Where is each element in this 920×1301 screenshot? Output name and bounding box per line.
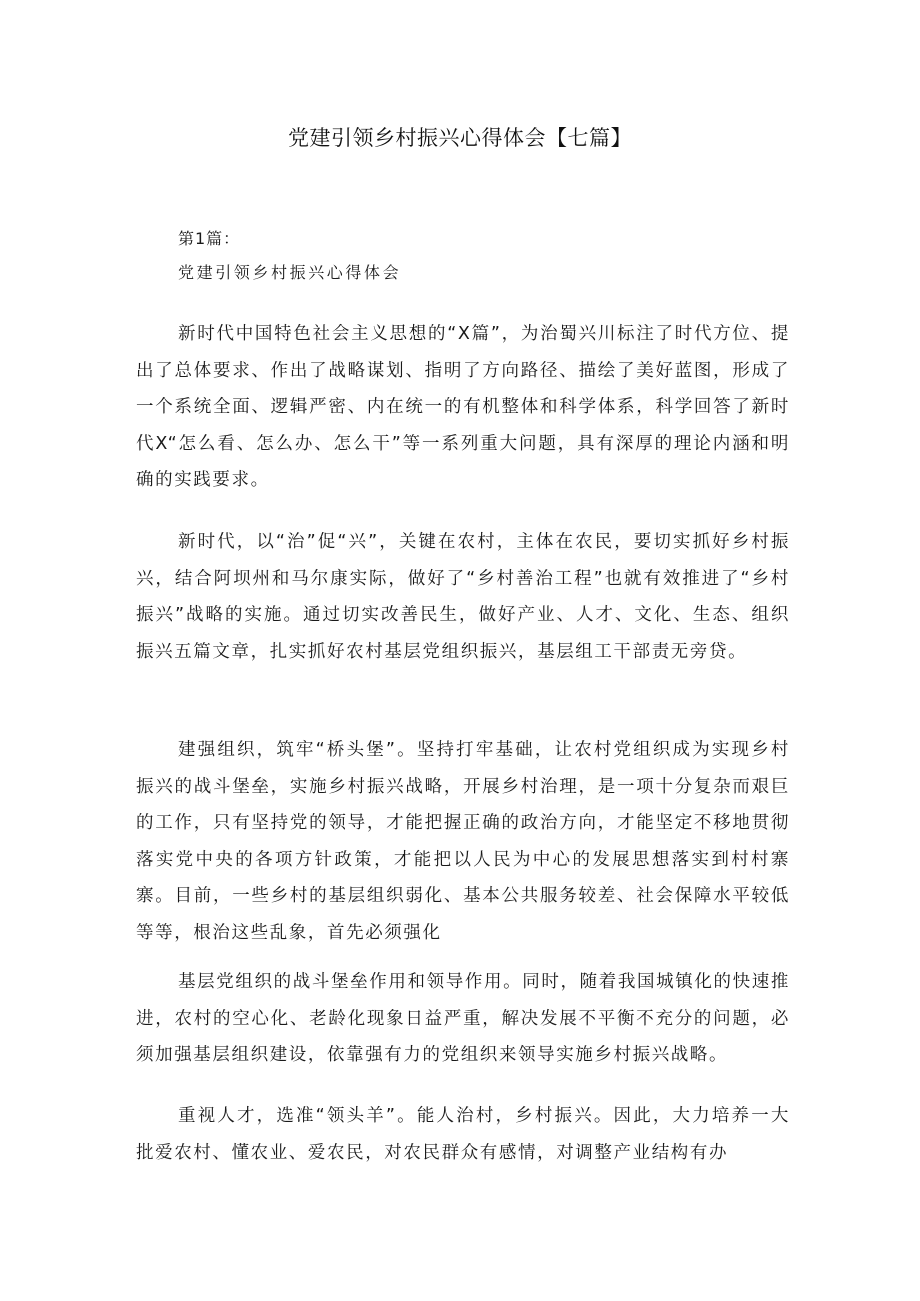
document-title: 党建引领乡村振兴心得体会【七篇】 bbox=[288, 126, 632, 150]
section-label: 第1篇： bbox=[178, 229, 241, 248]
paragraph: 基层党组织的战斗堡垒作用和领导作用。同时，随着我国城镇化的快速推进，农村的空心化、老龄化现象日益严重，解决发展不平衡不充分的问题，必须加强基层组织建设，依靠强有力的党组织来领导实施乡村振兴战略。 bbox=[136, 972, 790, 1065]
paragraph: 建强组织，筑牢“桥头堡”。坚持打牢基础，让农村党组织成为实现乡村振兴的战斗堡垒，实施乡村振兴战略，开展乡村治理，是一项十分复杂而艰巨的工作，只有坚持党的领导，才能把握正确的政治方向，才能坚定不移地贯彻落实党中央的各项方针政策，才能把以人民为中心的发展思想落实到村村寨寨。目前，一些乡村的基层组织弱化、基本公共服务较差、社会保障水平较低等等，根治这些乱象，首先必须强化 bbox=[136, 740, 790, 943]
paragraph: 新时代中国特色社会主义思想的“X篇”，为治蜀兴川标注了时代方位、提出了总体要求、作出了战略谋划、指明了方向路径、描绘了美好蓝图，形成了一个系统全面、逻辑严密、内在统一的有机整体和科学体系，科学回答了新时代X“怎么看、怎么办、怎么干”等一系列重大问题，具有深厚的理论内涵和明确的实践要求。 bbox=[136, 324, 790, 490]
paragraph: 重视人才，选准“领头羊”。能人治村，乡村振兴。因此，大力培养一大批爱农村、懂农业、爱农民，对农民群众有感情，对调整产业结构有办 bbox=[136, 1106, 790, 1163]
paragraph: 新时代，以“治”促“兴”，关键在农村，主体在农民，要切实抓好乡村振兴，结合阿坝州和马尔康实际，做好了“乡村善治工程”也就有效推进了“乡村振兴”战略的实施。通过切实改善民生，做好产业、人才、文化、生态、组织振兴五篇文章，扎实抓好农村基层党组织振兴，基层组工干部责无旁贷。 bbox=[136, 532, 790, 662]
section-subtitle: 党建引领乡村振兴心得体会 bbox=[178, 263, 402, 282]
